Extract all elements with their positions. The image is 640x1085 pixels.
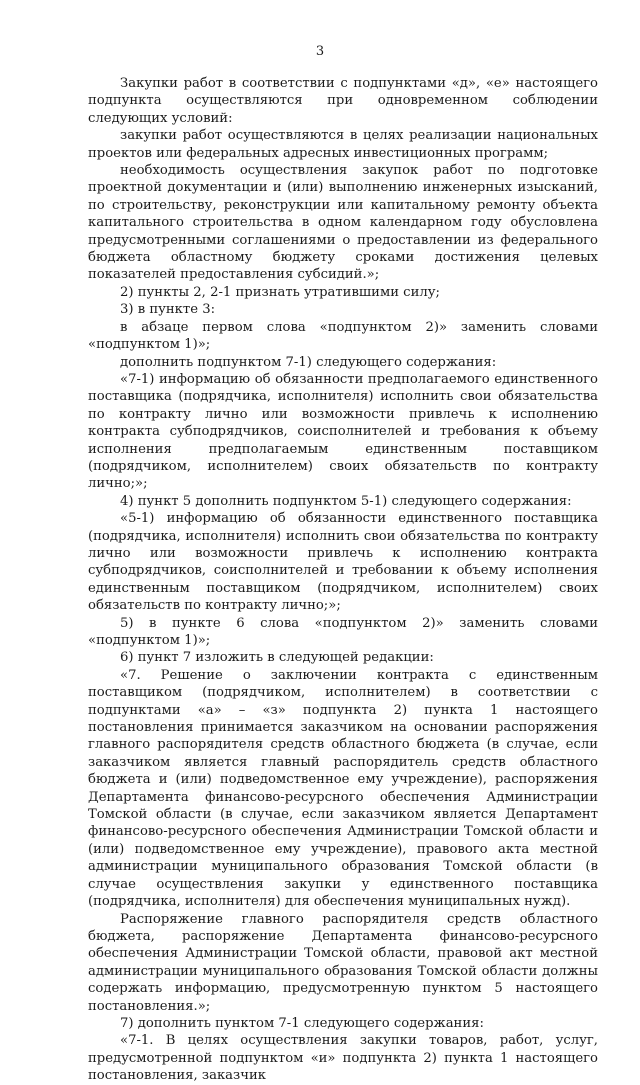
paragraph: 3) в пункте 3:	[120, 302, 216, 318]
paragraph: закупки работ осуществляются в целях реализации национальных проектов или федеральных адресных инвестиционных программ;	[88, 128, 598, 161]
paragraph: необходимость осуществления закупок работ по подготовке проектной документации и (или) выполнению инженерных изысканий, по строительству, реконструкции или капитальному ремонту объекта капитального строительства в одном календарном году обусловлена предусмотренными соглашениями о предоставлении из федерального бюджета областному бюджету сроками достижения целевых показателей предоставления субсидий.»;	[88, 163, 598, 283]
paragraph: 6) пункт 7 изложить в следующей редакции:	[120, 650, 434, 666]
paragraph: «7-1) информацию об обязанности предполагаемого единственного поставщика (подрядчика, исполнителя) исполнить свои обязательства по контракту лично или возможности привлечь к исполнению контракта субподрядчиков, соисполнителей и требования к объему исполнения предполагаемым единственным поставщиком (подрядчиком, исполнителем) своих обязательств по контракту лично;»;	[88, 371, 598, 492]
paragraph: дополнить подпунктом 7-1) следующего содержания:	[120, 354, 497, 370]
paragraph: Распоряжение главного распорядителя средств областного бюджета, распоряжение Департамента финансово-ресурсного обеспечения Администрации Томской области, правовой акт местной администрации муниципального образования Томской области должны содержать информацию, предусмотренную пунктом 5 настоящего постановления.»;	[88, 911, 598, 1014]
paragraph: 7) дополнить пунктом 7-1 следующего содержания:	[120, 1015, 484, 1031]
page-number: 3	[315, 44, 325, 59]
paragraph: 4) пункт 5 дополнить подпунктом 5-1) следующего содержания:	[120, 493, 572, 509]
paragraph: 5) в пункте 6 слова «подпунктом 2)» заменить словами «подпунктом 1)»;	[88, 615, 598, 648]
paragraph: «7-1. В целях осуществления закупки товаров, работ, услуг, предусмотренной подпунктом «и» подпункта 2) пункта 1 настоящего постановления, заказчик	[88, 1033, 598, 1084]
document-body	[88, 75, 598, 1085]
paragraph: 2) пункты 2, 2-1 признать утратившими силу;	[120, 284, 440, 300]
paragraph: «5-1) информацию об обязанности единственного поставщика (подрядчика, исполнителя) исполнить свои обязательства по контракту лично или возможности привлечь к исполнению контракта субподрядчиков, соисполнителей и требовании к объему исполнения единственным поставщиком (подрядчиком, исполнителем) своих обязательств по контракту лично;»;	[88, 511, 598, 614]
paragraph: «7. Решение о заключении контракта с единственным поставщиком (подрядчиком, исполнителем) в соответствии с подпунктами «а» – «з» подпункта 2) пункта 1 настоящего постановления принимается заказчиком на основании распоряжения главного распорядителя средств областного бюджета (в случае, если заказчиком является главный распорядитель средств областного бюджета и (или) подведомственное ему учреждение), распоряжения Департамента финансово-ресурсного обеспечения Администрации Томской области (в случае, если заказчиком является Департамент финансово-ресурсного обеспечения Администрации Томской области и (или) подведомственное ему учреждение), правового акта местной администрации муниципального образования Томской области (в случае осуществления закупки у единственного поставщика (подрядчика, исполнителя) для обеспечения муниципальных нужд).	[88, 667, 598, 910]
paragraph: в абзаце первом слова «подпунктом 2)» заменить словами «подпунктом 1)»;	[88, 319, 598, 353]
paragraph: Закупки работ в соответствии с подпунктами «д», «е» настоящего подпункта осуществляются при одновременном соблюдении следующих условий:	[88, 76, 598, 126]
